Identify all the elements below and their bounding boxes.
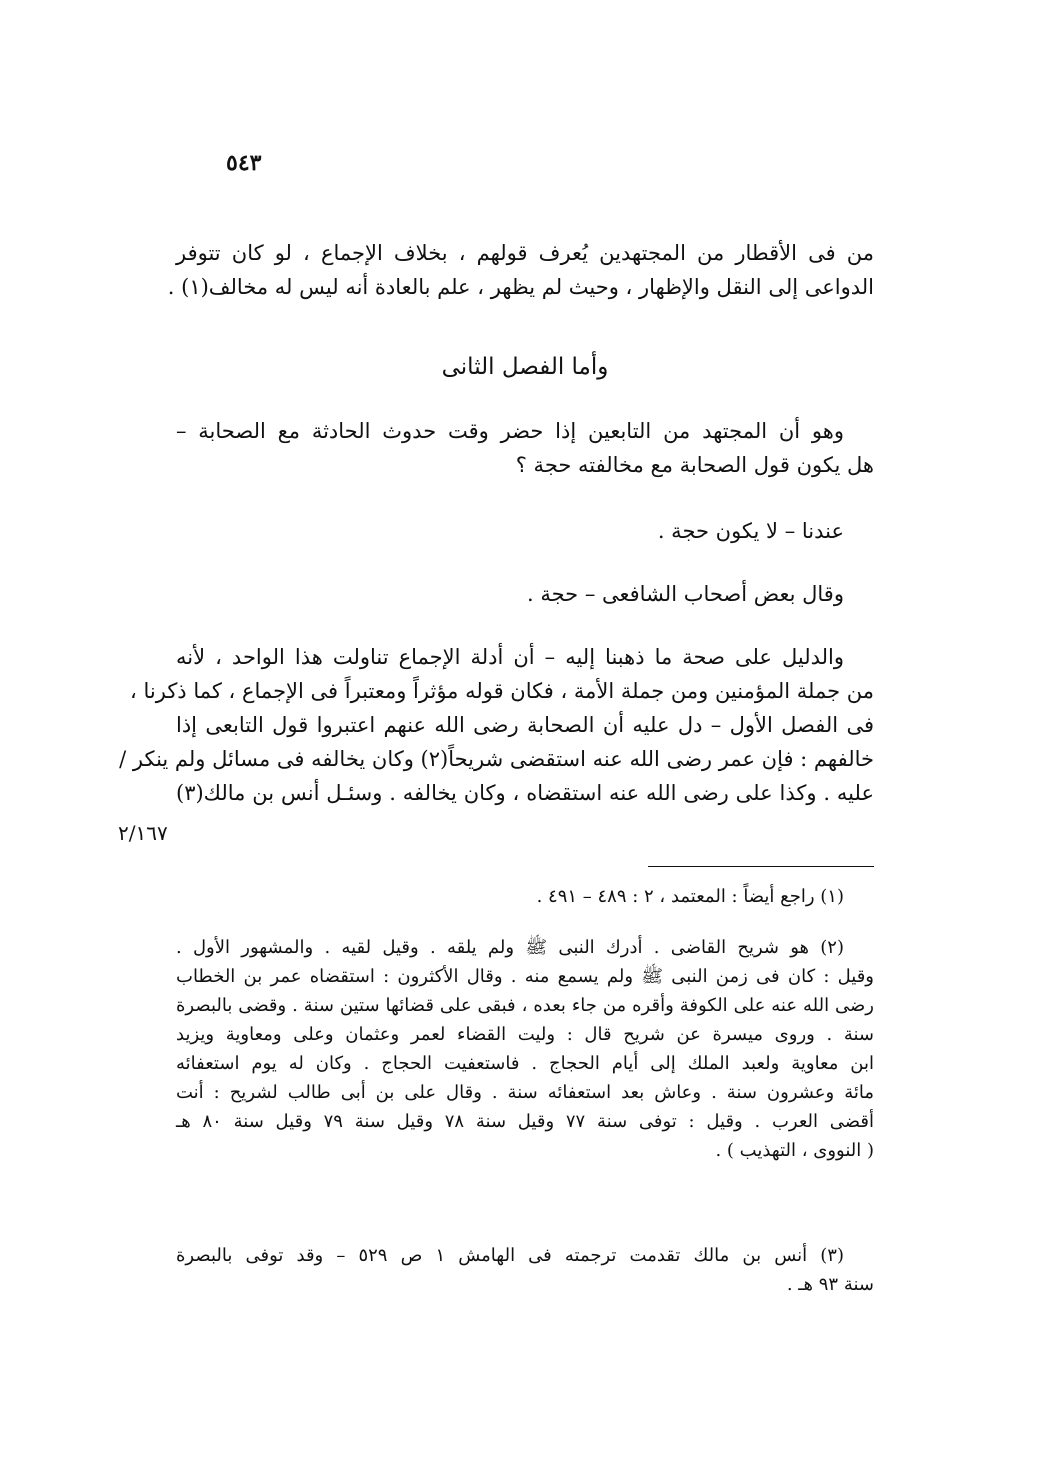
page-number: ٥٤٣ <box>226 150 262 176</box>
footnote-line: ابن معاوية ولعبد الملك إلى أيام الحجاج . فاستعفيت الحجاج . وكان له يوم استعفائه <box>176 1053 874 1074</box>
margin-page-reference: ٢/١٦٧ <box>118 821 168 845</box>
footnote-line: (١) راجع أيضاً : المعتمد ، ٢ : ٤٨٩ – ٤٩١ . <box>536 886 844 907</box>
footnote-line: مائة وعشرون سنة . وعاش بعد استعفائه سنة . وقال على بن أبى طالب لشريح : أنت <box>176 1082 874 1103</box>
footnote-line: سنة ٩٣ هـ . <box>786 1274 874 1295</box>
paragraph-2 <box>176 414 874 482</box>
footnote-line: ( النووى ، التهذيب ) . <box>715 1140 874 1161</box>
text-line: من فى الأقطار من المجتهدين يُعرف قولهم ، بخلاف الإجماع ، لو كان تتوفر <box>176 241 874 265</box>
footnote-line: وقيل : كان فى زمن النبى ﷺ ولم يسمع منه . وقال الأكثرون : استقضاه عمر بن الخطاب <box>176 966 874 987</box>
text-line: خالفهم : فإن عمر رضى الله عنه استقضى شريحاً(٢) وكان يخالفه فى مسائل ولم ينكر / <box>119 747 874 771</box>
footnote-separator <box>648 866 874 867</box>
text-line: الدواعى إلى النقل والإظهار ، وحيث لم يظهر ، علم بالعادة أنه ليس له مخالف(١) . <box>167 275 874 299</box>
footnote-line: (٢) هو شريح القاضى . أدرك النبى ﷺ ولم يلقه . وقيل لقيه . والمشهور الأول . <box>176 937 844 958</box>
footnote-line: أقضى العرب . وقيل : توفى سنة ٧٧ وقيل سنة ٧٨ وقيل سنة ٧٩ وقيل سنة ٨٠ هـ <box>176 1111 874 1132</box>
section-heading: وأما الفصل الثانى <box>441 354 609 380</box>
text-line: فى الفصل الأول – دل عليه أن الصحابة رضى الله عنهم اعتبروا قول التابعى إذا <box>176 713 874 737</box>
text-line: وهو أن المجتهد من التابعين إذا حضر وقت حدوث الحادثة مع الصحابة – <box>176 419 844 443</box>
footnote-line: سنة . وروى ميسرة عن شريح قال : وليت القضاء لعمر وعثمان وعلى ومعاوية ويزيد <box>176 1024 874 1045</box>
text-line: هل يكون قول الصحابة مع مخالفته حجة ؟ <box>515 453 874 477</box>
footnote-3 <box>176 1241 874 1299</box>
paragraph-4 <box>176 577 874 611</box>
text-line: والدليل على صحة ما ذهبنا إليه – أن أدلة الإجماع تناولت هذا الواحد ، لأنه <box>176 645 844 669</box>
footnote-line: (٣) أنس بن مالك تقدمت ترجمته فى الهامش ١ ص ٥٢٩ – وقد توفى بالبصرة <box>176 1245 844 1266</box>
footnote-line: رضى الله عنه على الكوفة وأقره من جاء بعده ، فبقى على قضائها ستين سنة . وقضى بالبصرة <box>176 995 874 1016</box>
paragraph-5 <box>119 640 874 810</box>
footnote-1 <box>176 882 874 911</box>
paragraph-3 <box>176 514 874 548</box>
text-line: من جملة المؤمنين ومن جملة الأمة ، فكان قوله مؤثراً ومعتبراً فى الإجماع ، كما ذكرنا ، <box>130 679 874 703</box>
text-line: عليه . وكذا على رضى الله عنه استقضاه ، وكان يخالفه . وسئـل أنس بن مالك(٣) <box>176 781 874 805</box>
footnote-2 <box>176 933 874 1165</box>
paragraph-1 <box>167 236 874 304</box>
text-line: وقال بعض أصحاب الشافعى – حجة . <box>527 582 844 606</box>
text-line: عندنا – لا يكون حجة . <box>657 519 844 543</box>
